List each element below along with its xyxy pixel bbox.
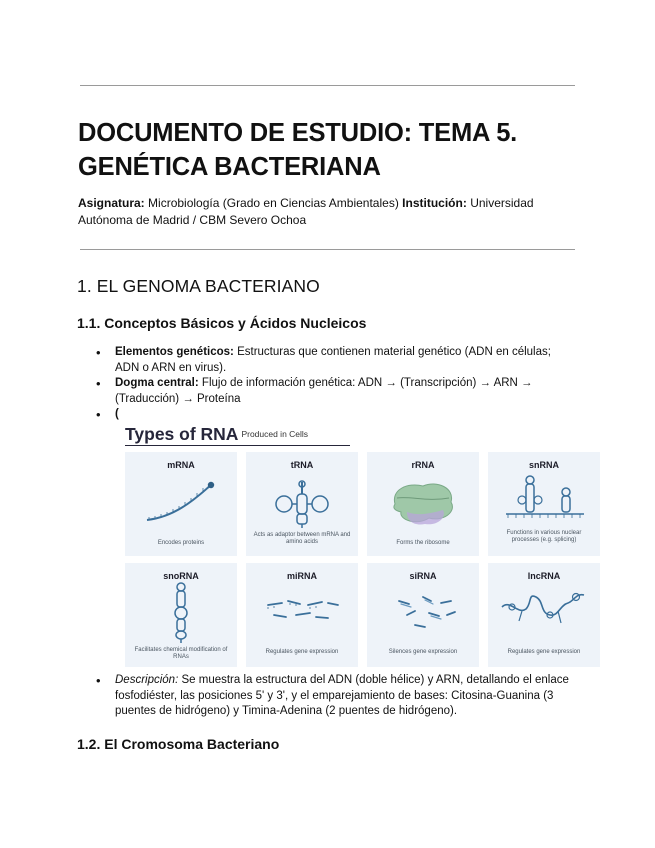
document-title: DOCUMENTO DE ESTUDIO: TEMA 5. GENÉTICA BACTERIANA — [78, 119, 518, 181]
bullet-label: ( — [115, 408, 119, 420]
subsection-heading-cromosoma: 1.2. El Cromosoma Bacteriano — [77, 736, 280, 752]
card-description: Silences gene expression — [388, 649, 458, 655]
card-name: tRNA — [290, 460, 314, 470]
list-item — [115, 376, 570, 407]
card-name: snoRNA — [163, 571, 199, 581]
institution-value: Universidad Autónoma de Madrid / CBM Severo Ochoa — [78, 196, 534, 227]
figure-title — [125, 424, 308, 445]
card-description: Forms the ribosome — [396, 540, 450, 546]
bullet-marker: • — [96, 376, 101, 391]
card-name: siRNA — [409, 571, 437, 581]
card-description: Regulates gene expression — [507, 649, 581, 655]
rna-card-snrna — [488, 452, 600, 556]
bullet-marker: • — [96, 345, 101, 360]
description-label: Descripción: — [115, 674, 179, 686]
rna-types-figure — [118, 421, 602, 671]
card-description: Facilitates chemical modification of RNAs — [134, 647, 228, 660]
institution-label: Institución: — [402, 196, 467, 210]
rna-card-lncrna — [488, 563, 600, 667]
card-name: lncRNA — [527, 571, 561, 581]
document-meta — [78, 195, 548, 228]
subject-label: Asignatura: — [78, 196, 145, 210]
rna-card-rrna — [367, 452, 479, 556]
bullet-text: Flujo de información genética: ADN → (Transcripción) → ARN → (Traducción) → Proteína — [115, 377, 533, 405]
card-description: Encodes proteins — [157, 540, 205, 546]
top-divider — [80, 85, 575, 86]
bullet-marker: • — [96, 673, 101, 688]
meta-divider — [80, 249, 575, 250]
list-item — [115, 345, 570, 376]
section-heading-genoma: 1. EL GENOMA BACTERIANO — [77, 276, 320, 296]
description-text: Se muestra la estructura del ADN (doble hélice) y ARN, detallando el enlace fosfodiéster, las posiciones 5' y 3', y el emparejamiento de bases: Citosina-Guanina (3 puentes de hidrógeno) y Timina-Adenina (2 puentes de hidrógeno). — [115, 674, 569, 717]
rna-card-trna — [246, 452, 358, 556]
card-description: Regulates gene expression — [265, 649, 339, 655]
rna-card-snorna — [125, 563, 237, 667]
figure-title-text: Types of RNA — [125, 424, 239, 444]
card-name: mRNA — [167, 460, 195, 470]
bullet-label: Dogma central: — [115, 377, 199, 389]
card-name: snRNA — [528, 460, 559, 470]
rna-card-mirna — [246, 563, 358, 667]
figure-description — [115, 673, 575, 720]
bullet-text: Estructuras que contienen material genético (ADN en células; ADN o ARN en virus). — [115, 346, 551, 374]
rna-card-sirna — [367, 563, 479, 667]
subsection-heading-conceptos: 1.1. Conceptos Básicos y Ácidos Nucleicos — [77, 315, 367, 331]
bullet-marker: • — [96, 407, 101, 422]
figure-subtitle: Produced in Cells — [241, 429, 309, 439]
figure-title-underline — [125, 445, 350, 446]
rna-card-mrna — [125, 452, 237, 556]
card-name: rRNA — [411, 460, 435, 470]
bullet-label: Elementos genéticos: — [115, 346, 234, 358]
card-name: miRNA — [286, 571, 317, 581]
card-description: Functions in various nuclear processes (e.g. splicing) — [506, 530, 582, 543]
subject-value: Microbiología (Grado en Ciencias Ambientales) — [148, 196, 399, 210]
card-description: Acts as adaptor between mRNA and amino acids — [253, 532, 351, 545]
